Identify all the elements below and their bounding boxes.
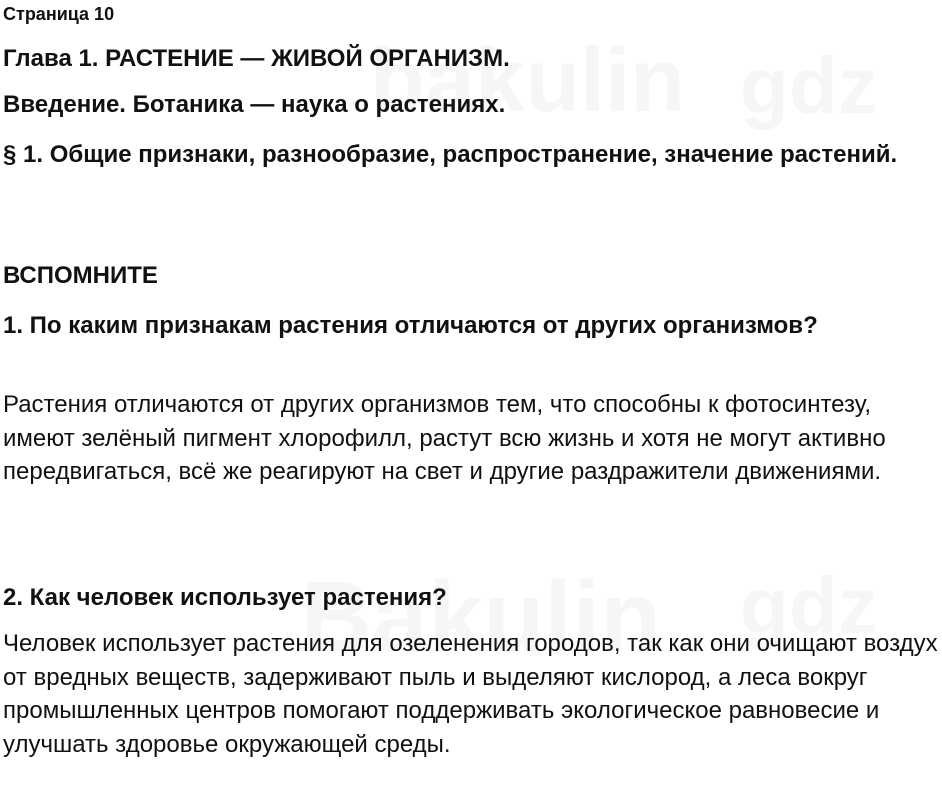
answer-1: Растения отличаются от других организмов тем, что способны к фотосинтезу, имеют зелёный пигмент хлорофилл, растут всю жизнь и хотя не могут активно передвигаться, всё же реагируют на свет и другие раздражители движениями. (3, 391, 886, 485)
remember-heading: ВСПОМНИТЕ (3, 262, 158, 289)
answer-2: Человек использует растения для озеленения городов, так как они очищают воздух от вредных веществ, задерживают пыль и выделяют кислород, а леса вокруг промышленных центров помогают поддерживать экологическое равновесие и улучшать здоровье окружающей среды. (3, 630, 938, 758)
question-2: 2. Как человек использует растения? (3, 584, 447, 611)
chapter-title: Глава 1. РАСТЕНИЕ — ЖИВОЙ ОРГАНИЗМ. (3, 45, 510, 72)
intro-title: Введение. Ботаника — наука о растениях. (3, 91, 506, 118)
watermark-gdz (740, 40, 878, 132)
page-number: Страница 10 (3, 4, 115, 24)
section-title: § 1. Общие признаки, разнообразие, распространение, значение растений. (3, 141, 898, 168)
question-1: 1. По каким признакам растения отличаются от других организмов? (3, 312, 818, 339)
